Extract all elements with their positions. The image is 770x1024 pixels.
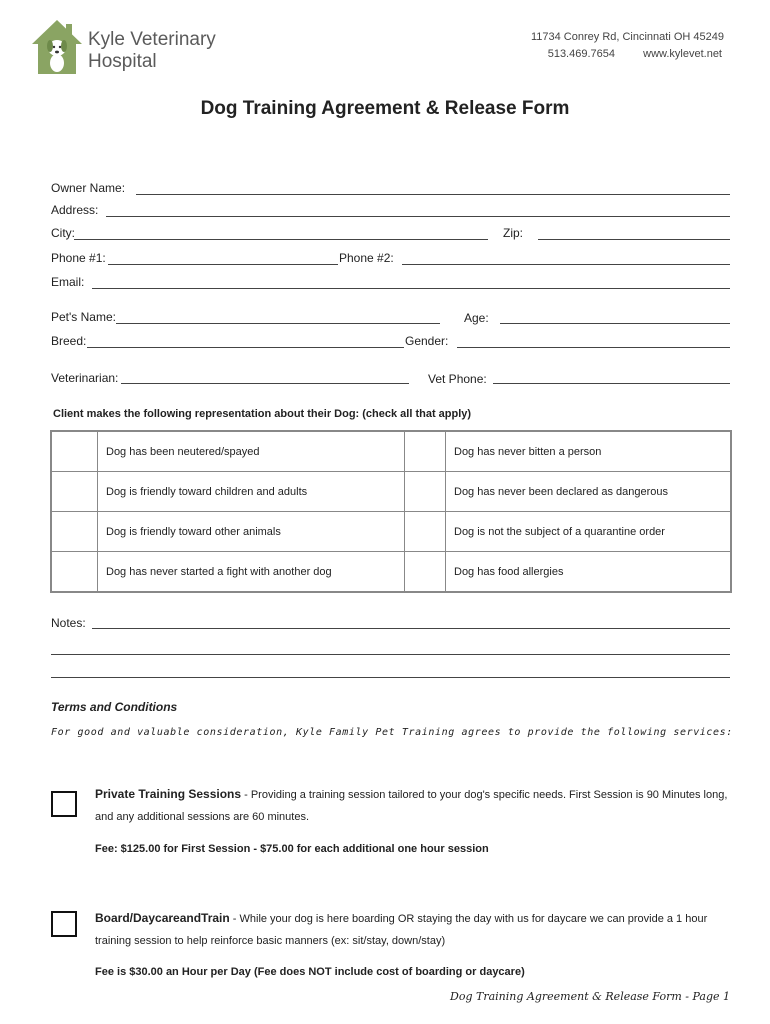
representation-item: Dog is friendly toward children and adults (98, 472, 405, 512)
private-training-fee: Fee: $125.00 for First Session - $75.00 for each additional one hour session (95, 843, 489, 855)
hospital-logo (30, 18, 84, 81)
representation-item: Dog is not the subject of a quarantine order (446, 512, 732, 552)
vet-phone-field[interactable] (493, 383, 730, 384)
notes-label: Notes: (51, 616, 86, 630)
checkbox-cell[interactable] (405, 512, 446, 552)
terms-heading: Terms and Conditions (51, 700, 178, 714)
hospital-phone: 513.469.7654 (547, 48, 615, 60)
veterinarian-field[interactable] (121, 383, 409, 384)
board-train-fee: Fee is $30.00 an Hour per Day (Fee does NOT include cost of boarding or daycare) (95, 966, 525, 978)
pet-name-field[interactable] (116, 323, 440, 324)
notes-field-line2[interactable] (51, 654, 730, 655)
gender-label: Gender: (405, 334, 449, 348)
age-field[interactable] (500, 323, 730, 324)
representation-item: Dog is friendly toward other animals (98, 512, 405, 552)
address-label: Address: (51, 203, 99, 217)
address-field[interactable] (106, 216, 730, 217)
phone2-field[interactable] (402, 264, 730, 265)
service-name: Board/DaycareandTrain (95, 911, 230, 925)
board-train-checkbox[interactable] (51, 911, 77, 937)
email-label: Email: (51, 275, 85, 289)
hospital-name-line2: Hospital (88, 51, 157, 72)
hospital-address: 11734 Conrey Rd, Cincinnati OH 45249 (530, 31, 724, 43)
zip-label: Zip: (503, 226, 524, 240)
phone2-label: Phone #2: (339, 251, 394, 265)
city-field[interactable] (74, 239, 488, 240)
checkbox-cell[interactable] (51, 472, 98, 512)
checkbox-cell[interactable] (51, 512, 98, 552)
service-name: Private Training Sessions (95, 787, 242, 801)
board-train-description (95, 907, 735, 952)
phone1-field[interactable] (108, 264, 338, 265)
representation-heading: Client makes the following representation about their Dog: (check all that apply) (53, 408, 472, 420)
owner-name-field[interactable] (136, 194, 730, 195)
service-desc: - While your dog is here boarding OR staying the day with us for daycare we can provide a 1 hour (229, 913, 708, 925)
table-row (51, 431, 731, 472)
breed-label: Breed: (51, 334, 87, 348)
zip-field[interactable] (538, 239, 730, 240)
representation-item: Dog has never bitten a person (446, 431, 732, 472)
page-title: Dog Training Agreement & Release Form (200, 98, 570, 119)
terms-intro: For good and valuable consideration, Kyle Family Pet Training agrees to provide the following services: (51, 727, 733, 738)
phone1-label: Phone #1: (51, 251, 106, 265)
age-label: Age: (464, 311, 489, 325)
checkbox-cell[interactable] (405, 472, 446, 512)
checkbox-cell[interactable] (405, 552, 446, 593)
veterinarian-label: Veterinarian: (51, 371, 119, 385)
hospital-website[interactable]: www.kylevet.net (643, 48, 722, 60)
page-footer: Dog Training Agreement & Release Form - Page 1 (450, 990, 730, 1003)
vet-phone-label: Vet Phone: (428, 372, 487, 386)
service-desc-cont: training session to help reinforce basic manners (ex: sit/stay, down/stay) (95, 935, 446, 947)
private-training-description (95, 783, 735, 828)
notes-field-line1[interactable] (92, 628, 730, 629)
hospital-name-line1: Kyle Veterinary (88, 29, 216, 50)
service-desc-cont: and any additional sessions are 60 minutes. (95, 811, 310, 823)
representation-item: Dog has never started a fight with another dog (98, 552, 405, 593)
email-field[interactable] (92, 288, 730, 289)
table-row (51, 512, 731, 552)
notes-field-line3[interactable] (51, 677, 730, 678)
checkbox-cell[interactable] (405, 431, 446, 472)
hospital-contact (548, 48, 722, 60)
representation-item: Dog has never been declared as dangerous (446, 472, 732, 512)
dog-house-icon (30, 18, 84, 76)
owner-name-label: Owner Name: (51, 181, 126, 195)
table-row (51, 552, 731, 593)
breed-field[interactable] (87, 347, 404, 348)
representation-item: Dog has food allergies (446, 552, 732, 593)
table-row (51, 472, 731, 512)
hospital-name (88, 29, 216, 73)
representation-item: Dog has been neutered/spayed (98, 431, 405, 472)
private-training-checkbox[interactable] (51, 791, 77, 817)
city-label: City: (51, 226, 75, 240)
checkbox-cell[interactable] (51, 552, 98, 593)
pet-name-label: Pet's Name: (51, 310, 116, 324)
representation-table (50, 430, 732, 593)
checkbox-cell[interactable] (51, 431, 98, 472)
service-desc: - Providing a training session tailored to your dog's specific needs. First Session is 90 Minutes long, (241, 789, 728, 801)
gender-field[interactable] (457, 347, 730, 348)
